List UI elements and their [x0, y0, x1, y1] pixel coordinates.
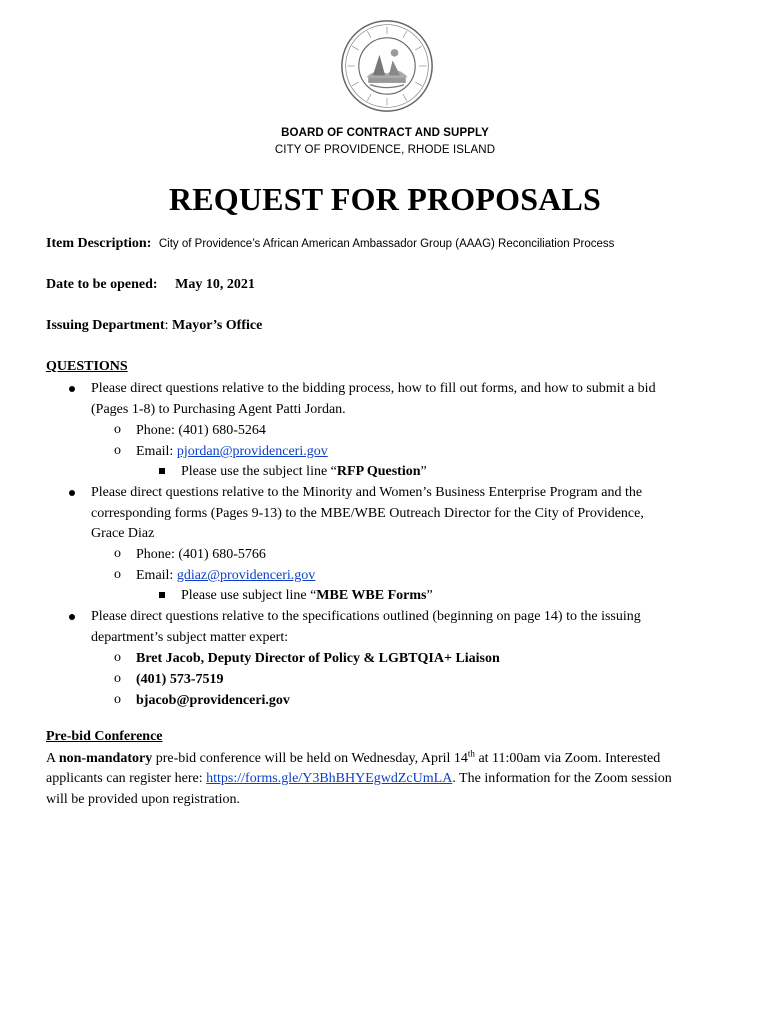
- bullet2-email-row: [136, 567, 315, 585]
- prebid-text: at 11:00am via Zoom. Interested: [474, 751, 661, 766]
- bullet3-contact-name: Bret Jacob, Deputy Director of Policy & LGBTQIA+ Liaison: [136, 651, 500, 666]
- issuing-department-value: Mayor’s Office: [172, 318, 263, 333]
- prebid-registration-link[interactable]: https://forms.gle/Y3BhBHYEgwdZcUmLA: [206, 771, 453, 786]
- bullet2-line1: Please direct questions relative to the Minority and Women’s Business Enterprise Program and the: [91, 485, 643, 500]
- date-opened-label: Date to be opened:: [46, 277, 158, 292]
- bullet3-line1: Please direct questions relative to the specifications outlined (beginning on page 14) to the issuing: [91, 609, 641, 624]
- prebid-line3: will be provided upon registration.: [46, 792, 241, 807]
- bullet1-email-label: Email:: [136, 444, 177, 459]
- prebid-text: . The information for the Zoom session: [452, 771, 672, 786]
- bullet1-subject: RFP Question: [336, 464, 421, 479]
- prebid-heading: Pre-bid Conference: [46, 729, 163, 744]
- bullet3-contact-phone: (401) 573-7519: [136, 672, 224, 687]
- square-bullet-icon: [159, 592, 165, 598]
- issuing-department-colon: :: [164, 318, 169, 333]
- date-opened-row: [46, 277, 255, 293]
- bullet1-subject-row: [181, 463, 427, 481]
- sub-bullet-icon: o: [114, 546, 121, 561]
- bullet1-email-row: [136, 443, 328, 461]
- bullet2-subject-row: [181, 587, 433, 605]
- prebid-text: A: [46, 751, 59, 766]
- sub-bullet-icon: o: [114, 650, 121, 665]
- item-description-value: City of Providence’s African American Ambassador Group (AAAG) Reconciliation Process: [158, 238, 615, 250]
- sub-bullet-icon: o: [114, 443, 121, 458]
- bullet1-phone: Phone: (401) 680-5264: [136, 423, 266, 438]
- prebid-non-mandatory: non-mandatory: [58, 751, 153, 766]
- square-bullet-icon: [159, 468, 165, 474]
- sub-bullet-icon: o: [114, 671, 121, 686]
- page-title: REQUEST FOR PROPOSALS: [168, 181, 602, 217]
- issuing-department-row: [46, 318, 262, 334]
- board-heading: BOARD OF CONTRACT AND SUPPLY: [281, 127, 489, 139]
- bullet2-subject-post: ”: [426, 588, 433, 603]
- city-heading: CITY OF PROVIDENCE, RHODE ISLAND: [274, 144, 496, 156]
- bullet1-line2: (Pages 1-8) to Purchasing Agent Patti Jordan.: [91, 402, 346, 417]
- sub-bullet-icon: o: [114, 567, 121, 582]
- bullet-icon: [69, 386, 75, 392]
- bullet2-email-link[interactable]: gdiaz@providenceri.gov: [176, 568, 316, 583]
- bullet1-subject-pre: Please use the subject line “: [181, 464, 337, 479]
- prebid-line2: [46, 770, 672, 788]
- bullet2-email-label: Email:: [136, 568, 177, 583]
- item-description-row: [46, 236, 614, 252]
- prebid-text: applicants can register here:: [46, 771, 207, 786]
- bullet1-line1: Please direct questions relative to the bidding process, how to fill out forms, and how to submit a bid: [91, 381, 656, 396]
- bullet2-subject-pre: Please use subject line “: [181, 588, 317, 603]
- prebid-line1: [46, 750, 660, 768]
- bullet2-phone: Phone: (401) 680-5766: [136, 547, 266, 562]
- city-seal-icon: [340, 19, 434, 113]
- bullet2-subject: MBE WBE Forms: [316, 588, 427, 603]
- bullet1-email-link[interactable]: pjordan@providenceri.gov: [176, 444, 328, 459]
- bullet-icon: [69, 490, 75, 496]
- sub-bullet-icon: o: [114, 692, 121, 707]
- date-opened-value: May 10, 2021: [175, 277, 255, 292]
- questions-heading: QUESTIONS: [46, 359, 128, 374]
- bullet1-subject-post: ”: [420, 464, 427, 479]
- bullet-icon: [69, 614, 75, 620]
- issuing-department-label: Issuing Department: [46, 318, 165, 333]
- bullet3-line2: department’s subject matter expert:: [91, 630, 289, 645]
- bullet3-contact-email: bjacob@providenceri.gov: [136, 693, 290, 708]
- prebid-text: pre-bid conference will be held on Wednesday, April 14: [152, 751, 468, 766]
- item-description-label: Item Description:: [46, 236, 152, 251]
- bullet2-line3: Grace Diaz: [91, 526, 155, 541]
- sub-bullet-icon: o: [114, 422, 121, 437]
- prebid-ordinal: th: [467, 748, 475, 759]
- bullet2-line2: corresponding forms (Pages 9-13) to the MBE/WBE Outreach Director for the City of Providence,: [91, 506, 644, 521]
